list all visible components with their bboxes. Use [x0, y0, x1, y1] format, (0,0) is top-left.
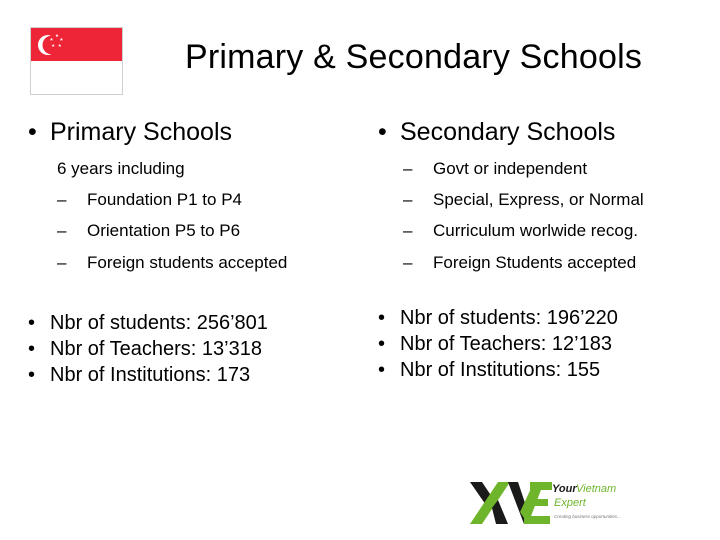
primary-intro: 6 years including: [57, 159, 185, 178]
secondary-heading: [378, 118, 615, 147]
bullet-icon: •: [28, 312, 36, 334]
primary-item-label: Orientation P5 to P6: [87, 221, 241, 240]
secondary-item: [403, 190, 644, 210]
slide-title: Primary & Secondary Schools: [185, 38, 643, 76]
primary-item: [57, 253, 287, 273]
secondary-item-label: Special, Express, or Normal: [433, 190, 644, 209]
dash-icon: –: [403, 253, 413, 272]
primary-stats: [28, 310, 268, 388]
secondary-stats: [378, 305, 618, 383]
secondary-item-label: Curriculum worlwide recog.: [433, 221, 639, 240]
dash-icon: –: [57, 221, 67, 240]
bullet-icon: •: [378, 333, 386, 355]
xve-mark: [470, 482, 552, 524]
bullet-icon: •: [28, 364, 36, 386]
dash-icon: –: [403, 159, 413, 178]
primary-stat-label: Nbr of Institutions: 173: [50, 364, 251, 386]
logo-line3: Expert: [554, 497, 586, 509]
singapore-flag-icon: [30, 27, 123, 95]
dash-icon: –: [403, 221, 413, 240]
primary-heading: [28, 118, 232, 147]
primary-stat: [28, 336, 268, 362]
logo-line2: Vietnam: [576, 483, 617, 495]
primary-item: [57, 221, 240, 241]
primary-stat-label: Nbr of students: 256’801: [50, 312, 268, 334]
secondary-stat: [378, 305, 618, 331]
bullet-icon: •: [28, 338, 36, 360]
primary-stat: [28, 310, 268, 336]
crescent-stars-icon: [35, 30, 75, 60]
primary-item-label: Foreign students accepted: [87, 253, 288, 272]
primary-heading-label: Primary Schools: [50, 118, 232, 146]
secondary-stat-label: Nbr of students: 196’220: [400, 307, 618, 329]
secondary-stat-label: Nbr of Teachers: 12’183: [400, 333, 612, 355]
bullet-icon: •: [378, 118, 387, 146]
primary-item: [57, 190, 242, 210]
dash-icon: –: [403, 190, 413, 209]
secondary-stat-label: Nbr of Institutions: 155: [400, 359, 601, 381]
primary-stat-label: Nbr of Teachers: 13’318: [50, 338, 262, 360]
logo-tagline: Creating business opportunities...: [554, 514, 621, 519]
dash-icon: –: [57, 190, 67, 209]
your-vietnam-expert-logo: [468, 478, 648, 528]
bullet-icon: •: [28, 118, 37, 146]
secondary-item-label: Foreign Students accepted: [433, 253, 637, 272]
secondary-item-label: Govt or independent: [433, 159, 588, 178]
secondary-stat: [378, 331, 618, 357]
secondary-stat: [378, 357, 618, 383]
secondary-item: [403, 221, 638, 241]
secondary-item: [403, 253, 636, 273]
secondary-heading-label: Secondary Schools: [400, 118, 616, 146]
dash-icon: –: [57, 253, 67, 272]
bullet-icon: •: [378, 359, 386, 381]
primary-item-label: Foundation P1 to P4: [87, 190, 243, 209]
secondary-item: [403, 159, 587, 179]
bullet-icon: •: [378, 307, 386, 329]
primary-stat: [28, 362, 268, 388]
logo-line1: Your: [552, 483, 577, 495]
